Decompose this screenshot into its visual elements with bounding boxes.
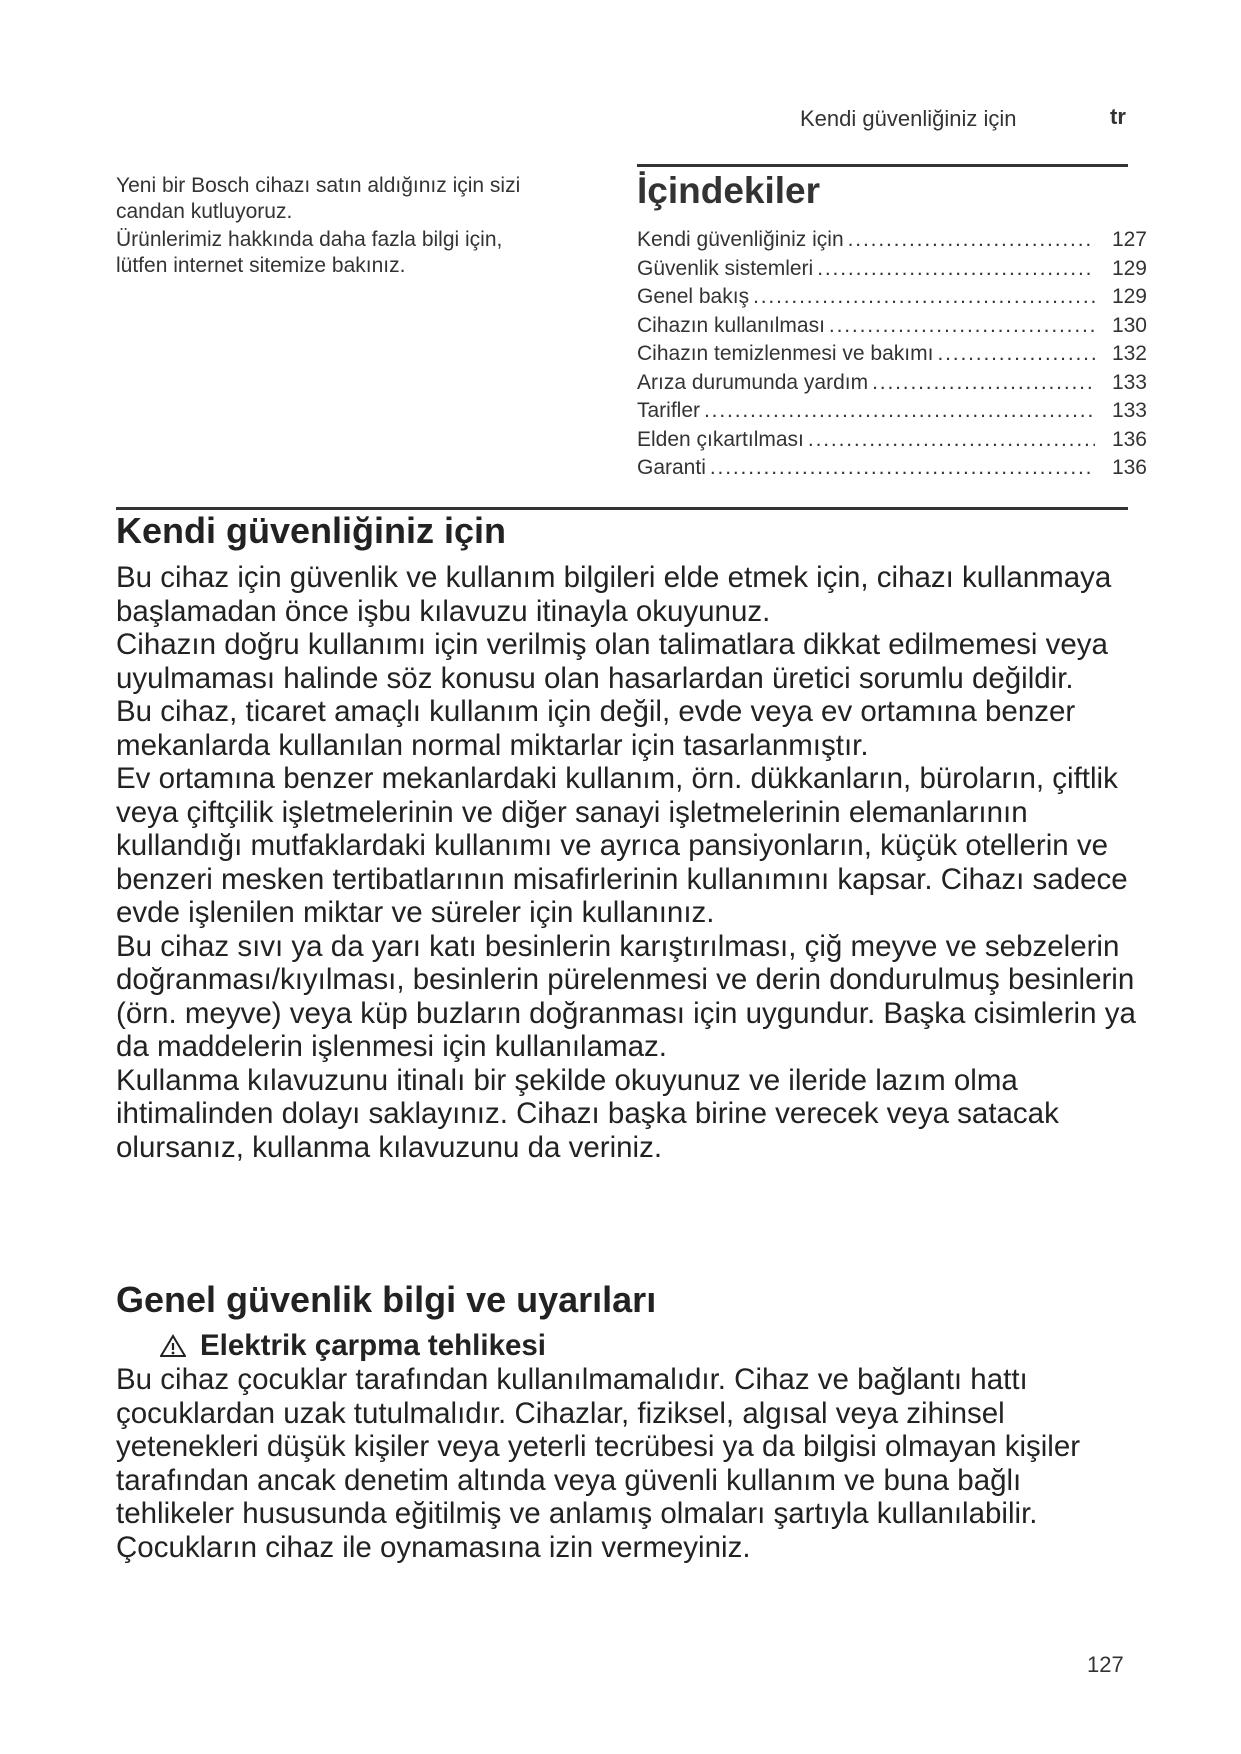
toc-entry-label: Arıza durumunda yardım [637,370,869,394]
toc-leader-dots [844,228,1095,252]
warning-heading [160,1329,546,1363]
intro-line: Yeni bir Bosch cihazı satın aldığınız için sizi [116,174,521,197]
body-paragraph: Kullanma kılavuzunu itinalı bir şekilde okuyunuz ve ileride lazım olma ihtimalinden dolayı saklayınız. Cihazı başka birine verecek veya satacak olursanız, kullanma kılavuzunu da veriniz. [116,1063,1059,1164]
toc-entry[interactable] [637,399,1147,428]
toc-entry-label: Cihazın temizlenmesi ve bakımı [637,342,934,365]
table-of-contents [637,228,1147,485]
warning-triangle-icon [160,1334,186,1358]
toc-entry-page: 136 [1111,427,1147,451]
toc-entry-label: Kendi güvenliğiniz için [637,228,844,251]
intro-line: Ürünlerimiz hakkında daha fazla bilgi için, [116,228,503,251]
toc-entry-page: 127 [1111,228,1147,251]
toc-leader-dots [706,456,1095,480]
warning-title: Elektrik çarpma tehlikesi [200,1329,546,1362]
toc-leader-dots [813,257,1095,281]
toc-entry[interactable] [637,285,1147,314]
toc-entry[interactable] [637,342,1147,371]
intro-line: candan kutluyoruz. [116,200,293,223]
toc-entry[interactable] [637,371,1147,400]
toc-entry[interactable] [637,228,1147,257]
page-number: 127 [1087,1652,1124,1677]
body-paragraph: Cihazın doğru kullanımı için verilmiş olan talimatlara dikkat edilmemesi veya uyulmaması halinde söz konusu olan hasarlardan üretici sorumlu değildir. [116,628,1108,695]
toc-entry-label: Genel bakış [637,285,750,308]
safety-body-text [116,561,1146,1164]
toc-entry[interactable] [637,257,1147,286]
toc-leader-dots [804,428,1095,452]
toc-entry-label: Güvenlik sistemleri [637,256,814,280]
toc-entry-page: 133 [1111,399,1147,422]
toc-entry-page: 132 [1111,342,1147,365]
toc-entry-page: 129 [1111,256,1147,280]
toc-leader-dots [700,399,1095,423]
running-header-language: tr [1110,104,1126,129]
toc-entry-page: 133 [1111,370,1147,394]
running-header-section: Kendi güvenliğiniz için [800,106,1017,131]
body-paragraph: Bu cihaz için güvenlik ve kullanım bilgileri elde etmek için, cihazı kullanmaya başlamadan önce işbu kılavuzu itinayla okuyunuz. [116,561,1112,628]
toc-entry[interactable] [637,456,1147,485]
toc-title: İçindekiler [637,170,821,211]
body-paragraph: Ev ortamına benzer mekanlardaki kullanım, örn. dükkanların, büroların, çiftlik veya çiftçilik işletmelerinin ve diğer sanayi işletmelerinin elemanlarının kullandığı mutfaklardaki kullanımı ve ayrıca pansiyonların, küçük otellerin ve benzeri mesken tertibatlarının misafirlerinin kullanımını kapsar. Cihazı sadece evde işlenilen miktar ve süreler için kullanınız. [116,762,1128,929]
intro-text [116,173,606,279]
intro-line: lütfen internet sitemize bakınız. [116,254,406,277]
toc-entry[interactable] [637,428,1147,457]
section-title-safety: Kendi güvenliğiniz için [116,510,507,551]
body-paragraph: Bu cihaz, ticaret amaçlı kullanım için değil, evde veya ev ortamına benzer mekanlarda kullanılan normal miktarlar için tasarlanmıştır. [116,695,1076,762]
body-paragraph: Bu cihaz çocuklar tarafından kullanılmamalıdır. Cihaz ve bağlantı hattı çocuklardan uzak tutulmalıdır. Cihazlar, fiziksel, algısal veya zihinsel yetenekleri düşük kişiler veya yeterli tecrübesi ya da bilgisi olmayan kişiler tarafından ancak denetim altında veya güvenli kullanım ve buna bağlı tehlikeler hususunda eğitilmiş ve anlamış olmaları şartıyla kullanılabilir. Çocukların cihaz ile oynamasına izin vermeyiniz. [116,1363,1081,1564]
toc-leader-dots [825,314,1095,338]
toc-entry[interactable] [637,314,1147,343]
toc-entry-label: Garanti [637,456,706,479]
body-paragraph: Bu cihaz sıvı ya da yarı katı besinlerin karıştırılması, çiğ meyve ve sebzelerin doğranması/kıyılması, besinlerin pürelenmesi ve derin dondurulmuş besinlerin (örn. meyve) veya küp buzların doğranması için uygundur. Başka cisimlerin ya da maddelerin işlenmesi için kullanılamaz. [116,929,1136,1063]
toc-entry-label: Elden çıkartılması [637,427,804,451]
toc-leader-dots [868,371,1095,395]
toc-entry-page: 136 [1111,456,1147,479]
toc-leader-dots [933,342,1095,366]
toc-entry-page: 129 [1111,285,1147,308]
toc-entry-page: 130 [1111,313,1147,337]
toc-entry-label: Tarifler [637,399,701,422]
toc-leader-dots [749,285,1095,309]
section-title-general-safety: Genel güvenlik bilgi ve uyarıları [116,1279,657,1320]
toc-divider [637,164,1128,167]
warning-text [116,1363,1146,1564]
toc-entry-label: Cihazın kullanılması [637,313,825,337]
